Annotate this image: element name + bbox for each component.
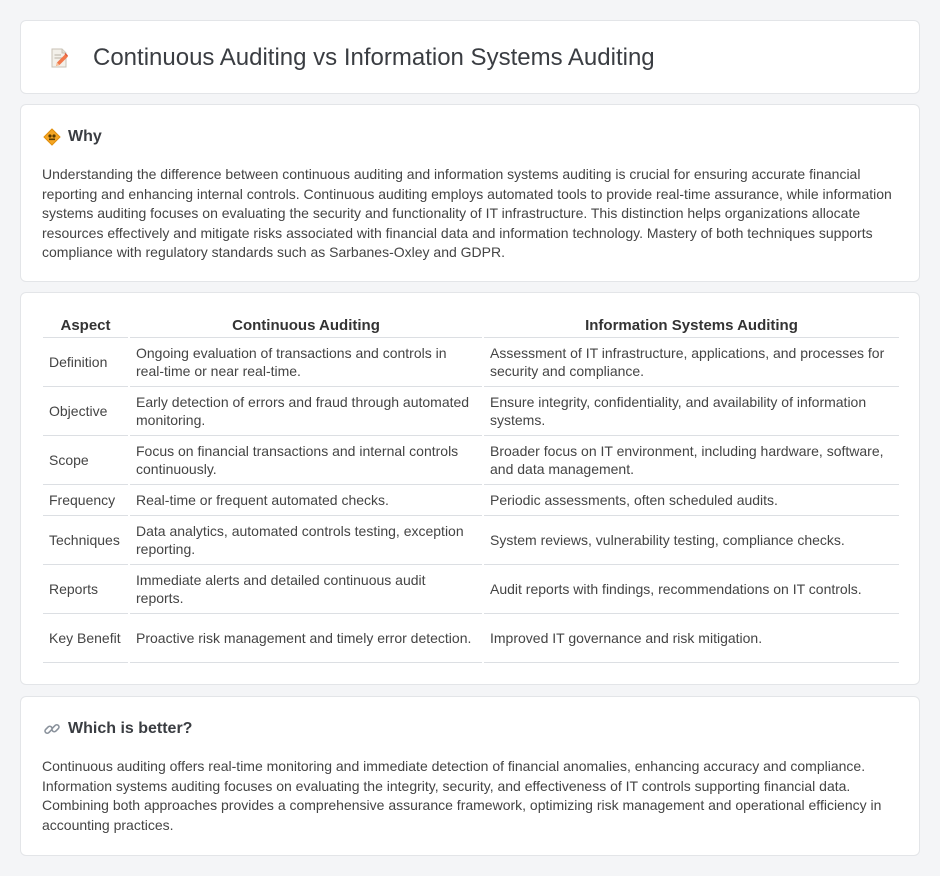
continuous-cell: Early detection of errors and fraud through automated monitoring.: [129, 386, 483, 435]
column-header-continuous: Continuous Auditing: [129, 315, 483, 337]
which-is-better-section: [20, 696, 920, 856]
is-auditing-cell: Assessment of IT infrastructure, applications, and processes for security and compliance.: [483, 337, 899, 386]
column-header-is-auditing: Information Systems Auditing: [483, 315, 899, 337]
continuous-cell: Real-time or frequent automated checks.: [129, 484, 483, 515]
link-icon: [43, 720, 61, 738]
aspect-cell: Techniques: [43, 515, 129, 564]
aspect-cell: Reports: [43, 564, 129, 613]
is-auditing-cell: Broader focus on IT environment, including hardware, software, and data management.: [483, 435, 899, 484]
aspect-cell: Scope: [43, 435, 129, 484]
page-title: Continuous Auditing vs Information Systems Auditing: [93, 44, 655, 71]
aspect-cell: Key Benefit: [43, 613, 129, 662]
continuous-cell: Focus on financial transactions and internal controls continuously.: [129, 435, 483, 484]
aspect-cell: Objective: [43, 386, 129, 435]
continuous-cell: Data analytics, automated controls testing, exception reporting.: [129, 515, 483, 564]
is-auditing-cell: Improved IT governance and risk mitigation.: [483, 613, 899, 662]
aspect-cell: Frequency: [43, 484, 129, 515]
aspect-cell: Definition: [43, 337, 129, 386]
is-auditing-cell: Periodic assessments, often scheduled audits.: [483, 484, 899, 515]
document-pencil-icon: [47, 46, 71, 70]
comparison-table: [43, 315, 899, 663]
diamond-sign-icon: [43, 128, 61, 146]
which-is-better-heading: [43, 719, 192, 739]
continuous-cell: Ongoing evaluation of transactions and controls in real-time or near real-time.: [129, 337, 483, 386]
column-header-aspect: Aspect: [43, 315, 129, 337]
table-header-row: [43, 315, 899, 337]
why-section: [20, 104, 920, 282]
table-row: [43, 613, 899, 662]
header-card: [20, 20, 920, 94]
table-row: [43, 386, 899, 435]
table-row: [43, 484, 899, 515]
why-body: Understanding the difference between continuous auditing and information systems auditing is crucial for ensuring accurate financial reporting and enhancing internal controls. Continuous auditing employs automated tools to provide real-time assurance, while information systems auditing focuses on evaluating the security and functionality of IT infrastructure. This distinction helps organizations allocate resources effectively and mitigate risks associated with financial data and information technology. Mastery of both techniques supports compliance with regulatory standards such as Sarbanes-Oxley and GDPR.: [42, 166, 892, 260]
continuous-cell: Immediate alerts and detailed continuous audit reports.: [129, 564, 483, 613]
is-auditing-cell: Audit reports with findings, recommendations on IT controls.: [483, 564, 899, 613]
table-row: [43, 515, 899, 564]
is-auditing-cell: Ensure integrity, confidentiality, and availability of information systems.: [483, 386, 899, 435]
which-is-better-body: Continuous auditing offers real-time monitoring and immediate detection of financial anomalies, enhancing accuracy and compliance. Information systems auditing focuses on evaluating the integrity, security, and effectiveness of IT controls supporting financial data. Combining both approaches provides a comprehensive assurance framework, optimizing risk management and operational efficiency in accounting practices.: [42, 758, 882, 833]
why-heading-label: Why: [68, 128, 102, 145]
continuous-cell: Proactive risk management and timely error detection.: [129, 613, 483, 662]
table-row: [43, 337, 899, 386]
table-row: [43, 564, 899, 613]
table-row: [43, 435, 899, 484]
is-auditing-cell: System reviews, vulnerability testing, compliance checks.: [483, 515, 899, 564]
which-is-better-heading-label: Which is better?: [68, 720, 193, 737]
why-heading: [43, 127, 102, 147]
comparison-table-card: [20, 292, 920, 685]
